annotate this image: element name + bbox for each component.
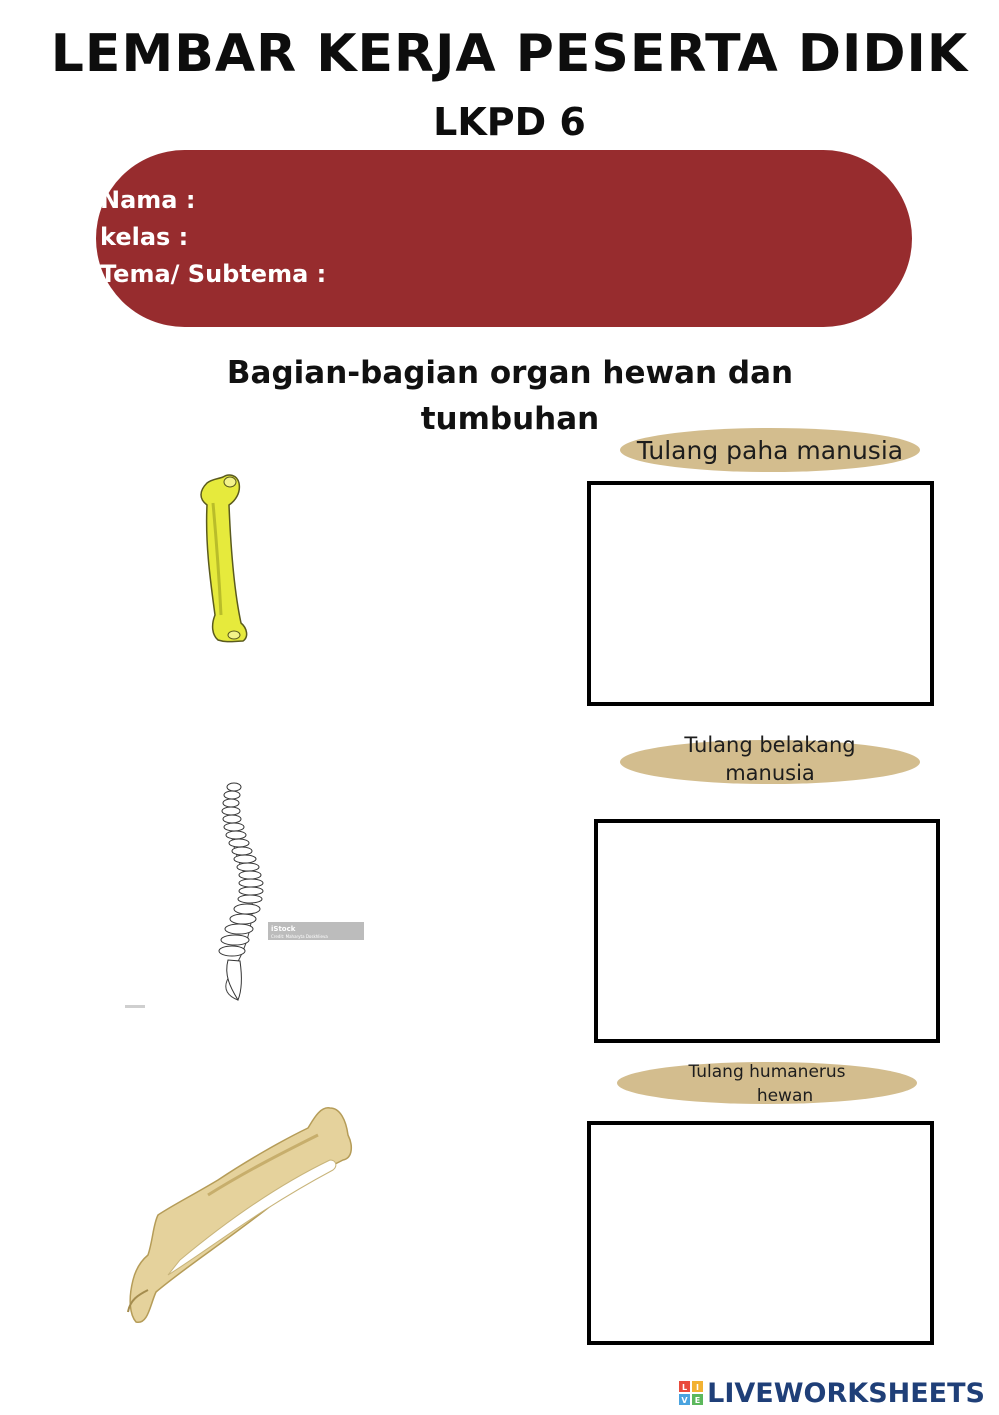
class-label: kelas : (100, 223, 189, 251)
liveworksheets-brand[interactable] (679, 1379, 985, 1407)
label-femur-text: Tulang paha manusia (636, 435, 904, 465)
label-spine (620, 733, 920, 785)
section-heading-line2: tumbuhan (420, 401, 600, 437)
liveworksheets-logo-icon (679, 1381, 703, 1405)
label-femur (620, 428, 920, 472)
liveworksheets-brand-text: LIVEWORKSHEETS (707, 1377, 985, 1409)
theme-label: Tema/ Subtema : (100, 260, 327, 288)
label-spine-line1: Tulang belakang (684, 733, 856, 757)
name-label: Nama : (100, 186, 196, 214)
svg-text:I: I (696, 1383, 700, 1392)
answer-box-spine[interactable] (594, 819, 940, 1043)
label-humerus-line1: Tulang humanerus (688, 1062, 846, 1082)
svg-text:V: V (681, 1396, 688, 1405)
answer-box-femur[interactable] (587, 481, 934, 706)
section-heading-line1: Bagian-bagian organ hewan dan (226, 355, 794, 391)
spine-watermark-credit: Credit: Maharyta Doskhlieva (271, 934, 328, 939)
label-humerus-line2: hewan (756, 1086, 814, 1106)
spine-watermark-brand: iStock (271, 925, 296, 933)
label-spine-line2: manusia (725, 761, 815, 785)
spine-bone-image (120, 775, 370, 1015)
student-identity-panel (96, 150, 912, 327)
page-subtitle: LKPD 6 (433, 100, 586, 144)
label-animal-humerus (617, 1062, 917, 1104)
svg-text:E: E (694, 1396, 701, 1405)
answer-box-animal-humerus[interactable] (587, 1121, 934, 1345)
svg-text:L: L (682, 1383, 688, 1392)
femur-bone-image (185, 465, 270, 650)
page-title: LEMBAR KERJA PESERTA DIDIK (50, 24, 969, 84)
animal-humerus-bone-image (108, 1100, 368, 1330)
